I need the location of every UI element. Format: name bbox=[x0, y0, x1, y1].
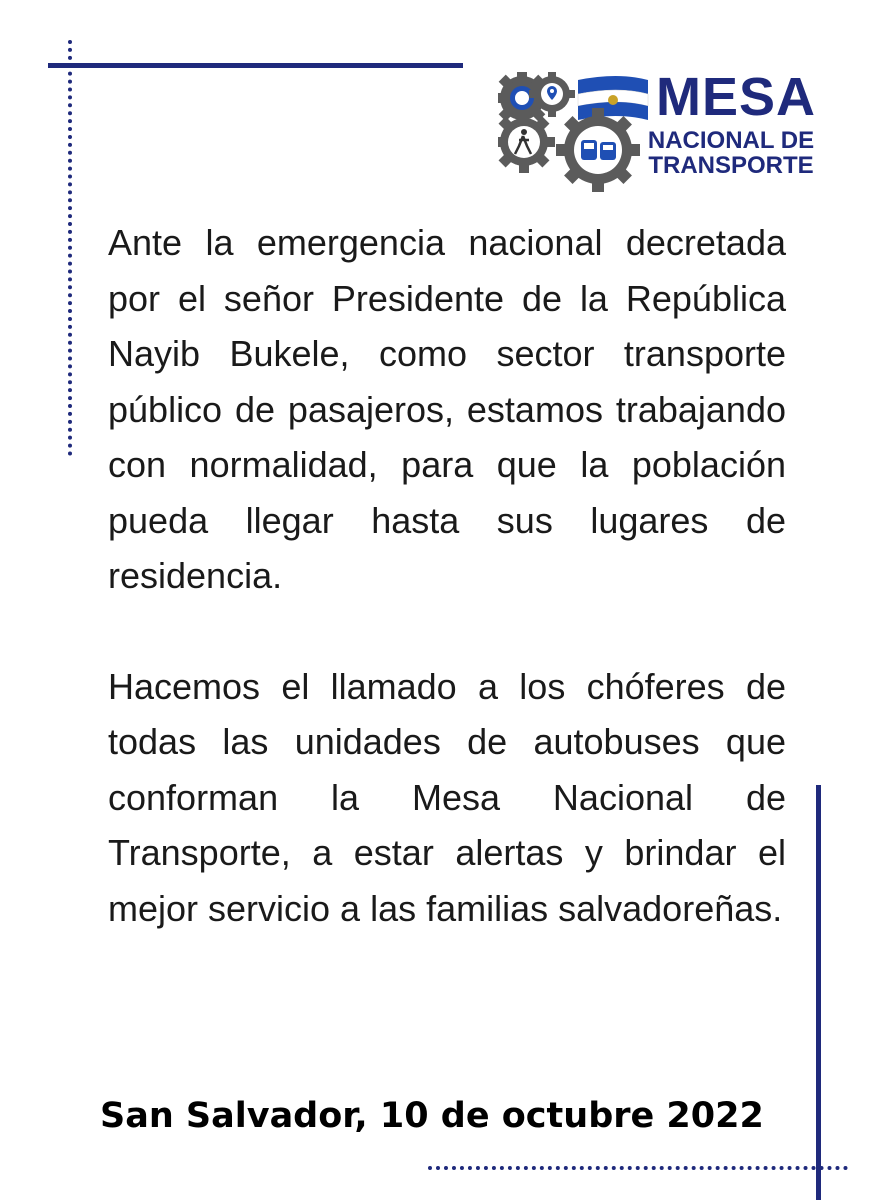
bottom-right-accent-line bbox=[816, 785, 821, 1200]
date-line: San Salvador, 10 de octubre 2022 bbox=[100, 1096, 764, 1136]
gear-pedestrian-icon bbox=[498, 111, 555, 173]
logo-subtitle-line2: TRANSPORTE bbox=[648, 152, 814, 179]
logo-title: MESA bbox=[656, 67, 817, 127]
paragraph-1: Ante la emergencia nacional decretada por el señor Presidente de la República Nayib Bukele, como sector transporte público de pasajeros, estamos trabajando con normalidad, para que la población pueda llegar hasta sus lugares de residencia. bbox=[108, 222, 786, 596]
top-left-dotted-line bbox=[68, 40, 72, 456]
flag-icon bbox=[578, 76, 648, 120]
gear-bus-icon bbox=[556, 108, 640, 192]
bottom-right-dotted-line bbox=[428, 1166, 848, 1170]
statement-body bbox=[108, 215, 786, 936]
logo-subtitle-line1: NACIONAL DE bbox=[647, 127, 815, 154]
logo-subtitle bbox=[631, 128, 831, 178]
paragraph-2: Hacemos el llamado a los chóferes de todas las unidades de autobuses que conforman la Mesa Nacional de Transporte, a estar alertas y brindar el mejor servicio a las familias salvadoreñas. bbox=[108, 665, 786, 929]
top-left-accent-line bbox=[48, 63, 463, 68]
